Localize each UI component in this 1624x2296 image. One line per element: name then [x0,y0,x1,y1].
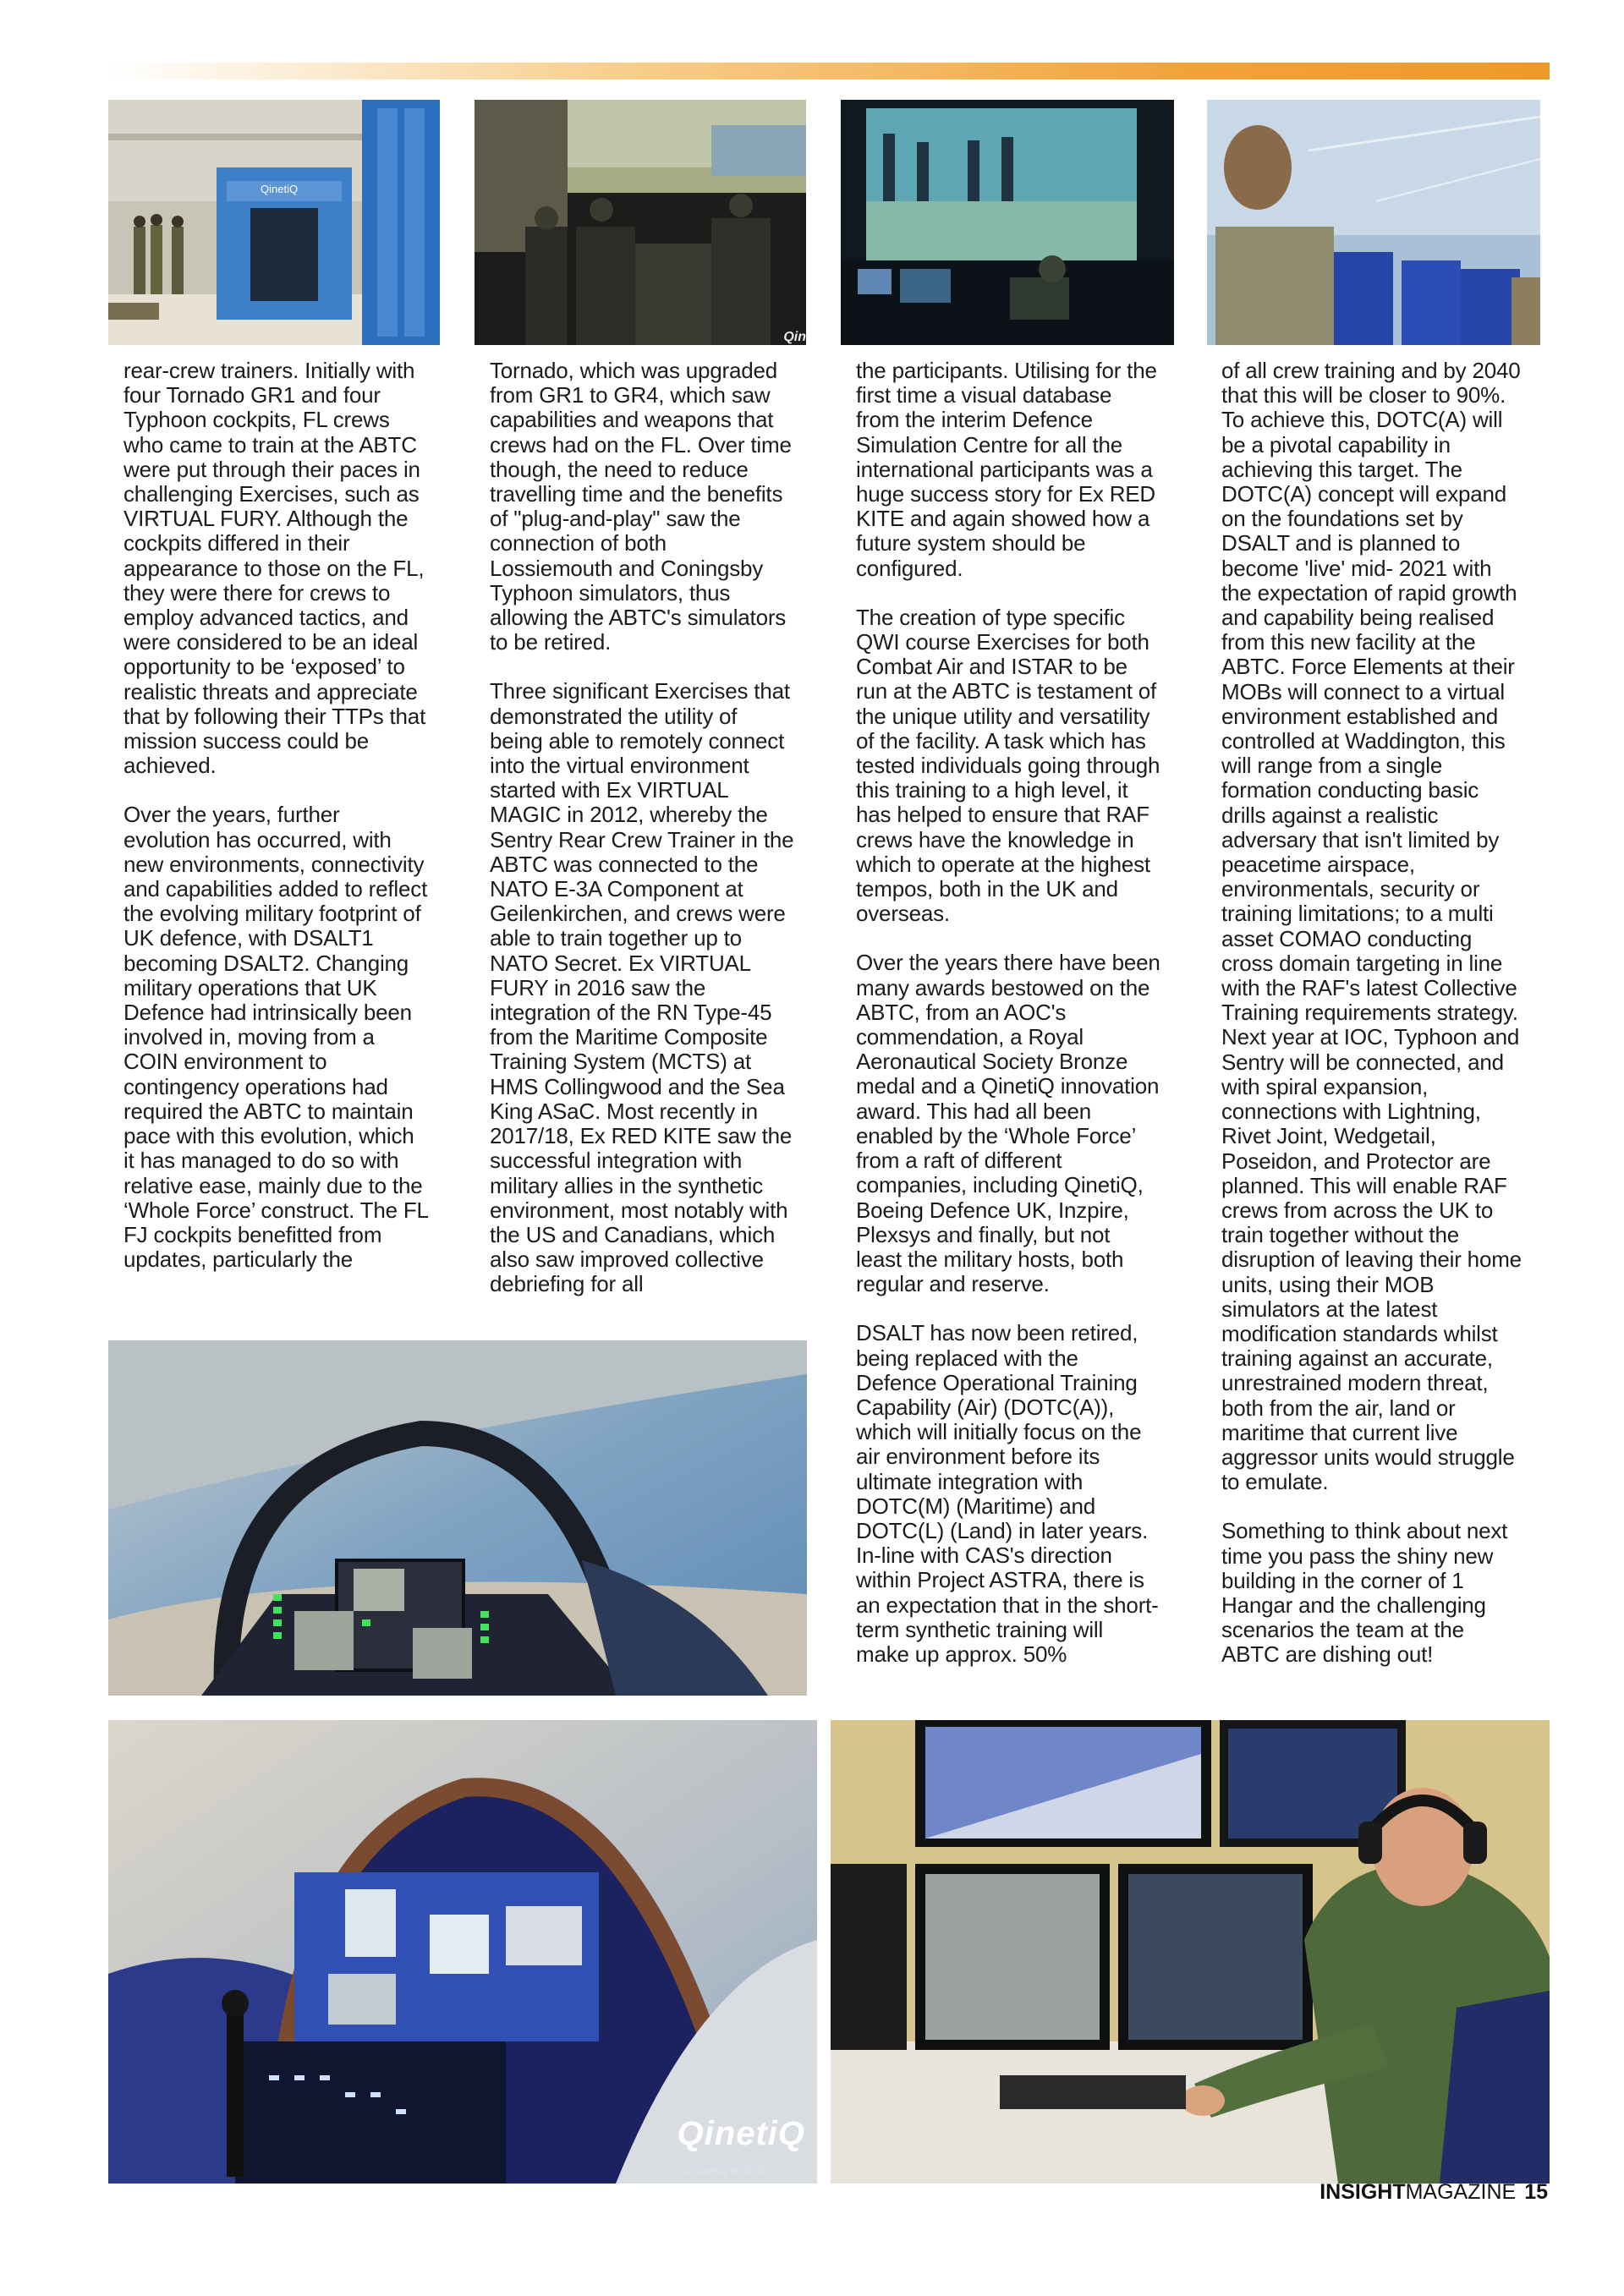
photo-hangar-booth [108,100,440,345]
photo-typhoon-cockpit [108,1720,817,2184]
footer-brand-light: MAGAZINE [1405,2180,1517,2204]
photo-cockpit-view [108,1340,807,1696]
text-column-3 [856,359,1160,1667]
photo-watermark: Qin [783,330,806,344]
paragraph: of all crew training and by 2040 that this will be closer to 90%. To achieve this, DOTC(A) will be a pivotal capability in achieving this target. The DOTC(A) concept will expand on the foundations set by DSALT and is planned to become 'live' mid- 2021 with the expectation of rapid growth and capability being realised from this new facility at the ABTC. Force Elements at their MOBs will connect to a virtual environment established and controlled at Waddington, this will range from a single formation conducting basic drills against a realistic adversary that isn't limited by peacetime airspace, environmentals, security or training limitations; to a multi asset COMAO conducting cross domain targeting in line with the RAF's latest Collective Training requirements strategy. Next year at IOC, Typhoon and Sentry will be connected, and with spiral expansion, connections with Lightning, Rivet Joint, Wedgetail, Poseidon, and Protector are planned. This will enable RAF crews from across the UK to train together without the disruption of leaving their home units, using their MOB simulators at the latest modification standards whilst training against an accurate, unrestrained modern threat, both from the air, land or maritime that current live aggressor units would struggle to emulate. [1221,358,1522,1495]
photo-copyright: © QinetiQ ltd 2018 [683,2165,766,2177]
paragraph: Over the years, further evolution has occurred, with new environments, connectivity and capabilities added to reflect the evolving military footprint of UK defence, with DSALT1 becoming DSALT2. Changing military operations that UK Defence had intrinsically been involved in, moving from a COIN environment to contingency operations had required the ABTC to maintain pace with this evolution, which it has managed to do so with relative ease, mainly due to the ‘Whole Force’ construct. The FL FJ cockpits benefitted from updates, particularly the [123,802,428,1273]
paragraph: Over the years there have been many awards bestowed on the ABTC, from an AOC's commendation, a Royal Aeronautical Society Bronze medal and a QinetiQ innovation award. This had all been enabled by the ‘Whole Force’ from a raft of different companies, including QinetiQ, Boeing Defence UK, Inzpire, Plexsys and finally, but not least the military hosts, both regular and reserve. [856,950,1160,1297]
booth-sign: QinetiQ [261,183,299,195]
paragraph: DSALT has now been retired, being replaced with the Defence Operational Training Capability (Air) (DOTC(A)), which will initially focus on the air environment before its ultimate integration with DOTC(M) (Maritime) and DOTC(L) (Land) in later years. In-line with CAS's direction within Project ASTRA, there is an expectation that in the short-term synthetic training will make up approx. 50% [856,1320,1159,1667]
paragraph: the participants. Utilising for the first time a visual database from the interim Defence Simulation Centre for all the international participants was a huge success story for Ex RED KITE and again showed how a future system should be configured. [856,358,1157,581]
photo-operator-workstation [831,1720,1550,2184]
paragraph: Tornado, which was upgraded from GR1 to GR4, which saw capabilities and weapons that crews had on the FL. Over time though, the need to reduce travelling time and the benefits of "plug-and-play" saw the connection of both Lossiemouth and Coningsby Typhoon simulators, thus allowing the ABTC's simulators to be retired. [490,358,792,655]
text-column-1 [123,359,428,1272]
photo-trainee-chair [1207,100,1540,345]
paragraph: The creation of type specific QWI course Exercises for both Combat Air and ISTAR to be run at the ABTC is testament of the unique utility and versatility of the facility. A task which has tested individuals going through this training to a high level, it has helped to ensure that RAF crews have the knowledge in which to operate at the highest tempos, both in the UK and overseas. [856,604,1160,927]
paragraph: rear-crew trainers. Initially with four Tornado GR1 and four Typhoon cockpits, FL crews who came to train at the ABTC were put through their paces in challenging Exercises, such as VIRTUAL FURY. Although the cockpits differed in their appearance to those on the FL, they were there for crews to employ advanced tactics, and were considered to be an ideal opportunity to be ‘exposed’ to realistic threats and appreciate that by following their TTPs that mission success could be achieved. [123,358,426,779]
footer-brand-bold: INSIGHT [1320,2180,1406,2204]
photo-dome-simulator [841,100,1174,345]
paragraph: Three significant Exercises that demonstrated the utility of being able to remotely connect into the virtual environment started with Ex VIRTUAL MAGIC in 2012, whereby the Sentry Rear Crew Trainer in the ABTC was connected to the NATO E-3A Component at Geilenkirchen, and crews were able to train together up to NATO Secret. Ex VIRTUAL FURY in 2016 saw the integration of the RN Type-45 from the Maritime Composite Training System (MCTS) at HMS Collingwood and the Sea King ASaC. Most recently in 2017/18, Ex RED KITE saw the successful integration with military allies in the synthetic environment, most notably with the US and Canadians, which also saw improved collective debriefing for all [490,678,794,1297]
top-accent-bar [108,63,1550,79]
page-footer [1320,2180,1548,2205]
text-column-2 [490,359,794,1297]
page-number: 15 [1524,2180,1548,2204]
photo-training-room [475,100,806,345]
paragraph: Something to think about next time you pass the shiny new building in the corner of 1 Hangar and the challenging scenarios the team at the ABTC are dishing out! [1221,1518,1508,1668]
qinetiq-logo: QinetiQ [677,2115,805,2152]
text-column-4 [1221,359,1526,1668]
